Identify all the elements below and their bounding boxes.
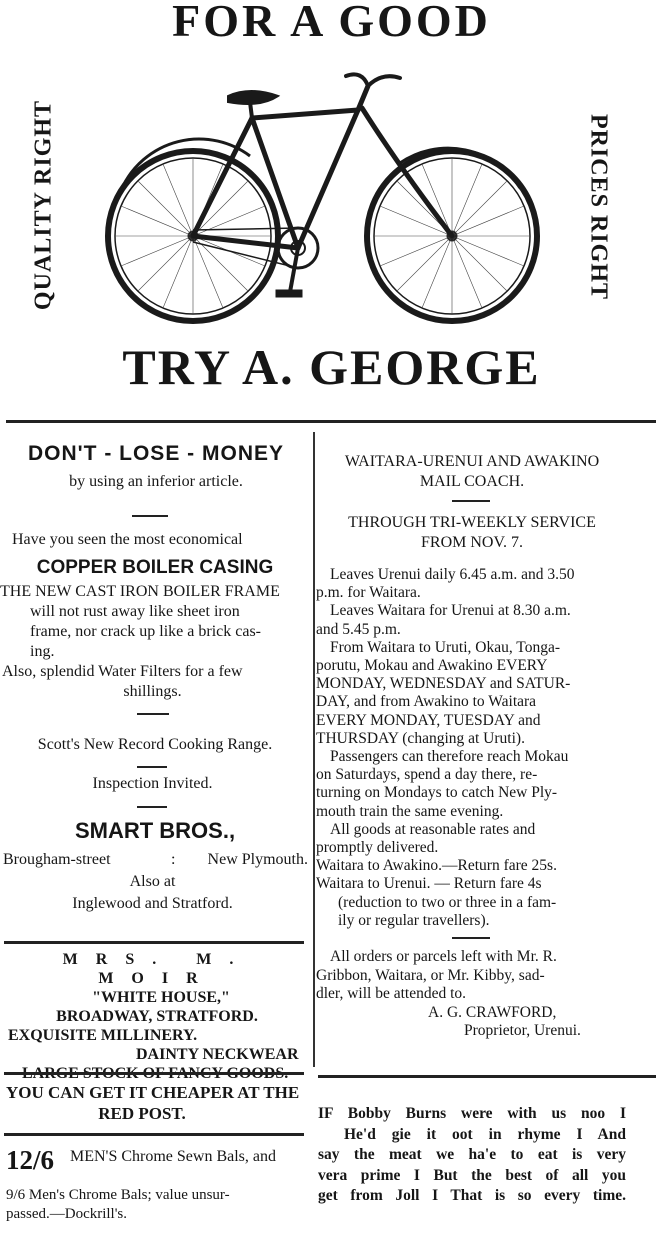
text-line: Waitara to Awakino.—Return fare 25s. [316, 857, 557, 875]
tri-weekly-service: THROUGH TRI-WEEKLY SERVICE [348, 514, 596, 531]
text-line: Passengers can therefore reach Mokau [330, 748, 569, 766]
text-line: From Waitara to Uruti, Okau, Tonga- [330, 638, 560, 656]
coach-orders [316, 948, 620, 1041]
moir-advert [8, 950, 306, 1083]
text-line: p.m. for Waitara. [316, 584, 421, 602]
dont-lose-money-heading: DON'T - LOSE - MONEY [28, 442, 284, 465]
text-line: mouth train the same evening. [316, 802, 504, 820]
section-divider [6, 420, 656, 423]
broadway-address: BROADWAY, STRATFORD. [56, 1008, 258, 1025]
white-house: "WHITE HOUSE," [92, 989, 230, 1006]
coach-timetable [316, 566, 620, 930]
text-line: ing. [30, 643, 55, 660]
mail-coach-advert [316, 452, 628, 492]
text-line: Gribbon, Waitara, or Mr. Kibby, sad- [316, 966, 545, 984]
smart-bros-advert [20, 442, 292, 492]
proprietor-line: Proprietor, Urenui. [464, 1022, 581, 1039]
column-divider [4, 1072, 304, 1075]
exquisite-millinery: EXQUISITE MILLINERY. [8, 1027, 198, 1044]
short-rule [452, 500, 490, 502]
dockrill-price: 12/6 [6, 1145, 55, 1175]
text-line: shillings. [123, 683, 182, 700]
saddle [228, 91, 278, 104]
text-line: Also, splendid Water Filters for a few [2, 663, 243, 680]
text-line: DAY, and from Awakino to Waitara [316, 693, 537, 711]
text-line: turning on Mondays to catch New Ply- [316, 784, 558, 802]
branches: Inglewood and Stratford. [72, 895, 233, 912]
dainty-neckwear: DAINTY NECKWEAR [136, 1046, 299, 1063]
text-line: on Saturdays, spend a day there, re- [316, 766, 538, 784]
text-line: Leaves Waitara for Urenui at 8.30 a.m. [330, 602, 571, 620]
street: Brougham-street [3, 851, 111, 868]
joll-advert [318, 1104, 626, 1207]
text-line: Leaves Urenui daily 6.45 a.m. and 3.50 [330, 566, 575, 583]
coach-subtitle: MAIL COACH. [419, 473, 525, 490]
text-line: promptly delivered. [316, 839, 439, 857]
text-line: vera prime I But the best of all you [318, 1166, 626, 1184]
text-line: say the meat we ha'e to eat is very [318, 1146, 626, 1164]
short-rule [137, 806, 167, 808]
text-line: (reduction to two or three in a fam- [338, 893, 557, 911]
text-line: IF Bobby Burns were with us noo I [318, 1105, 626, 1122]
text-line: EVERY MONDAY, TUESDAY and [316, 711, 541, 729]
copper-boiler-casing: COPPER BOILER CASING [36, 557, 274, 578]
red-post-advert [6, 1082, 308, 1124]
quality-right-text: QUALITY RIGHT [30, 99, 57, 311]
separator: : [171, 851, 176, 868]
boiler-frame-text [0, 582, 305, 702]
short-rule [132, 515, 168, 517]
red-post-line1: YOU CAN GET IT CHEAPER AT THE [6, 1083, 300, 1102]
moir-name: MRS. M. MOIR [62, 951, 252, 987]
quality-right-vertical [22, 92, 66, 318]
short-rule [452, 937, 490, 939]
bicycle-illustration [100, 58, 560, 348]
address-line [3, 850, 308, 870]
prices-right-vertical [576, 96, 620, 318]
column-divider [4, 941, 304, 944]
column-divider [4, 1133, 304, 1136]
column-rule [313, 432, 315, 1067]
also-at: Also at [129, 873, 176, 890]
ad-headline: FOR A GOOD [172, 0, 491, 46]
try-a-george: TRY A. GEORGE [122, 339, 541, 395]
dockrill-line2: 9/6 Men's Chrome Bals; value unsur- [6, 1187, 230, 1203]
inferior-article-line: by using an inferior article. [69, 473, 243, 490]
economical-intro: Have you seen the most economical [12, 531, 243, 548]
prices-right-text: PRICES RIGHT [585, 113, 612, 301]
dockrill-body [6, 1186, 306, 1224]
dockrill-line3: passed.—Dockrill's. [6, 1206, 128, 1222]
text-line: porutu, Mokau and Awakino EVERY [316, 657, 548, 675]
text-line: All orders or parcels left with Mr. R. [330, 948, 557, 965]
dockrill-line1: MEN'S Chrome Sewn Bals, and [70, 1148, 276, 1165]
from-nov: FROM NOV. 7. [421, 534, 523, 551]
text-line: will not rust away like sheet iron [30, 603, 240, 620]
red-post-line2: RED POST. [98, 1104, 186, 1123]
text-line: MONDAY, WEDNESDAY and SATUR- [316, 675, 571, 693]
text-line: frame, nor crack up like a brick cas- [30, 623, 261, 640]
text-line: dler, will be attended to. [316, 985, 467, 1002]
text-line: THE NEW CAST IRON BOILER FRAME [0, 583, 280, 600]
smart-bros-name: SMART BROS., [74, 818, 236, 843]
text-line: get from Joll I That is so every time. [318, 1187, 626, 1205]
text-line: and 5.45 p.m. [316, 620, 401, 638]
text-line: He'd gie it oot in rhyme I And [344, 1125, 626, 1143]
service-heading [316, 513, 628, 553]
text-line: Waitara to Urenui. — Return fare 4s [316, 875, 542, 893]
text-line: All goods at reasonable rates and [330, 820, 536, 838]
town: New Plymouth. [207, 851, 308, 868]
cooking-range: Scott's New Record Cooking Range. [37, 736, 273, 753]
text-line: THURSDAY (changing at Uruti). [316, 729, 525, 747]
column-divider [318, 1075, 656, 1078]
inspection-invited: Inspection Invited. [92, 775, 213, 792]
text-line: ily or regular travellers). [338, 911, 490, 929]
short-rule [137, 766, 167, 768]
short-rule [137, 713, 169, 715]
crawford-signature: A. G. CRAWFORD, [428, 1003, 557, 1021]
coach-title: WAITARA-URENUI AND AWAKINO [344, 453, 600, 470]
